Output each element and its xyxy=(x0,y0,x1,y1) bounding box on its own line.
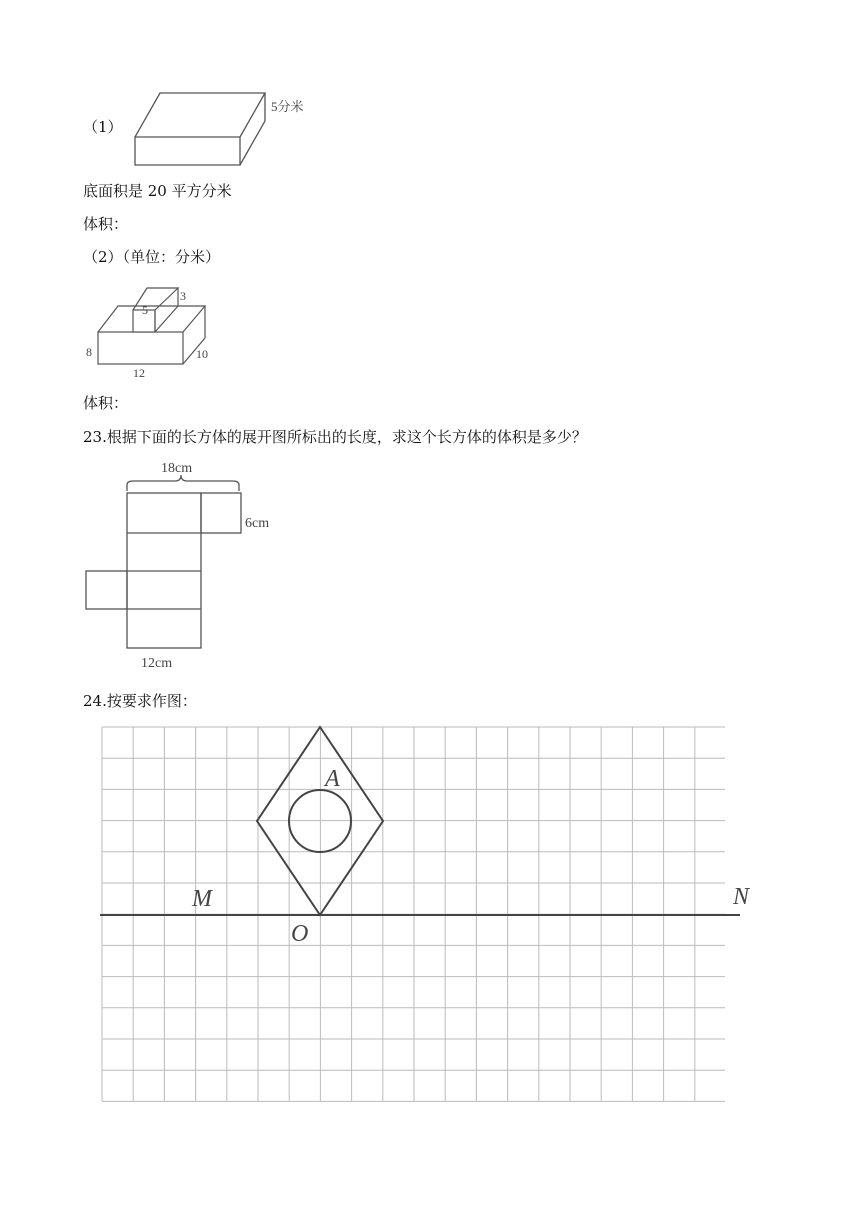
drawing-grid-figure xyxy=(95,720,755,1110)
part1-label: （1） xyxy=(83,118,123,136)
dim-left: 8 xyxy=(86,345,92,359)
composite-solid-figure xyxy=(83,280,233,380)
part2-volume-label: 体积： xyxy=(83,394,129,412)
part1-volume-label: 体积： xyxy=(83,215,129,233)
problem-23-text: 23.根据下面的长方体的展开图所标出的长度，求这个长方体的体积是多少？ xyxy=(83,428,587,446)
problem-24-text: 24.按要求作图： xyxy=(83,692,197,710)
dim-top-right: 3 xyxy=(180,289,186,303)
point-o-label: O xyxy=(291,921,309,947)
net-top-label: 18cm xyxy=(161,461,193,476)
dim-bottom: 12 xyxy=(133,366,145,380)
point-a-label: A xyxy=(325,766,340,792)
part2-label: （2）（单位：分米） xyxy=(83,248,221,266)
net-bottom-label: 12cm xyxy=(141,656,173,671)
cuboid-figure-1 xyxy=(125,85,325,170)
base-area-text: 底面积是 20 平方分米 xyxy=(83,182,232,200)
cuboid-net-figure xyxy=(83,455,293,675)
dim-right: 10 xyxy=(196,347,208,361)
dim-top-front: 5 xyxy=(142,303,148,317)
point-n-label: N xyxy=(733,884,750,910)
point-m-label: M xyxy=(192,886,212,912)
net-right-label: 6cm xyxy=(245,516,270,531)
cuboid-height-label: 5分米 xyxy=(271,99,304,114)
